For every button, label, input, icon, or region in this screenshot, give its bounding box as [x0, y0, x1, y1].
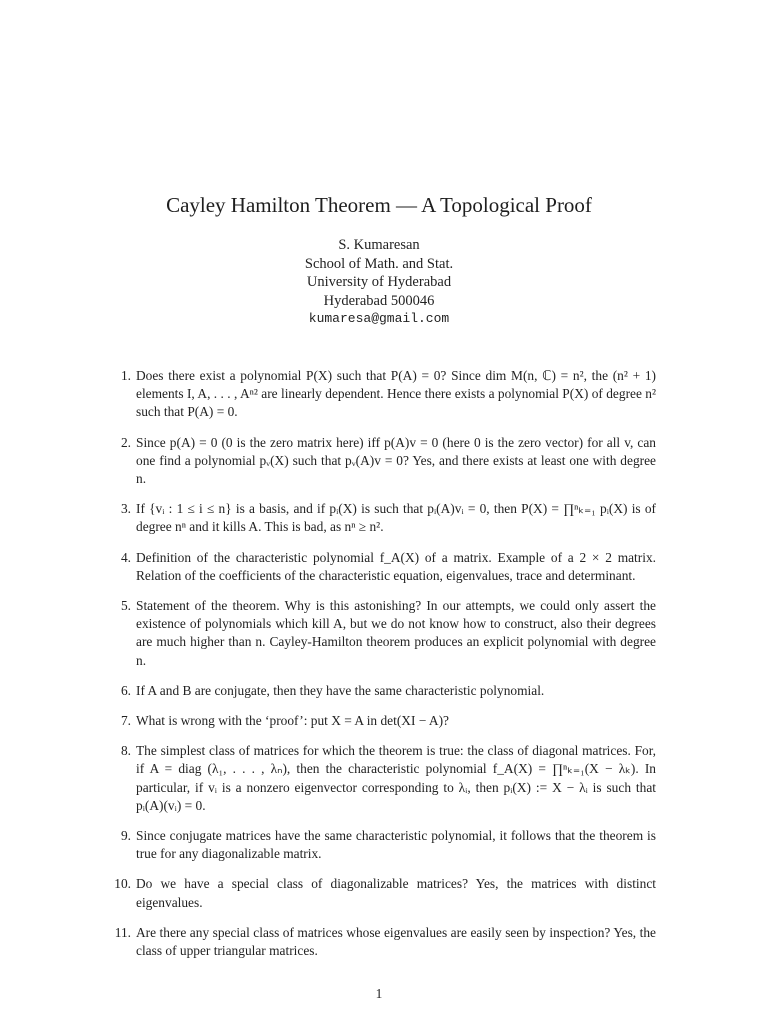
list-item	[108, 367, 656, 422]
item-number: 8.	[120, 743, 131, 759]
numbered-list	[108, 367, 656, 972]
item-number: 9.	[120, 828, 131, 844]
item-number: 4.	[120, 549, 131, 565]
author-department: School of Math. and Stat.	[304, 255, 454, 272]
list-item	[108, 924, 656, 960]
list-item	[108, 500, 656, 536]
item-number: 5.	[120, 598, 131, 614]
list-item	[108, 597, 656, 670]
list-item	[108, 682, 656, 700]
item-number: 3.	[120, 501, 131, 517]
author-city: Hyderabad 500046	[323, 292, 435, 309]
item-text: Since p(A) = 0 (0 is the zero matrix here) iff p(A)v = 0 (here 0 is the zero vector) for all v, can one find a polynomial pᵥ(X) such that pᵥ(A)v = 0? Yes, and there exists at least one with degree n.	[136, 434, 656, 487]
author-email[interactable]: kumaresa@gmail.com	[308, 311, 450, 326]
item-text: If A and B are conjugate, then they have the same characteristic polynomial.	[136, 682, 545, 698]
list-item	[108, 742, 656, 815]
author-name: S. Kumaresan	[338, 237, 420, 253]
list-item	[108, 827, 656, 863]
item-text: Since conjugate matrices have the same characteristic polynomial, it follows that the theorem is true for any diagonalizable matrix.	[136, 828, 656, 862]
item-text: If {vᵢ : 1 ≤ i ≤ n} is a basis, and if pᵢ(X) is such that pᵢ(A)vᵢ = 0, then P(X) = ∏ⁿₖ₌₁ pᵢ(X) is of degree nⁿ and it kills A. This is bad, as nⁿ ≥ n².	[136, 501, 656, 535]
item-text: What is wrong with the ‘proof’: put X = A in det(XI − A)?	[136, 713, 449, 729]
item-number: 10.	[114, 876, 131, 892]
paper-title: Cayley Hamilton Theorem — A Topological Proof	[166, 193, 592, 217]
item-number: 1.	[120, 368, 131, 383]
item-text: Are there any special class of matrices whose eigenvalues are easily seen by inspection? Yes, the class of upper triangular matrices.	[136, 924, 656, 959]
list-item	[108, 712, 656, 730]
item-number: 11.	[114, 924, 131, 940]
item-text: The simplest class of matrices for which the theorem is true: the class of diagonal matrices. For, if A = diag (λ₁, . . . , λₙ), then the characteristic polynomial f_A(X) = ∏ⁿₖ₌₁(X − λₖ). In particular, if vᵢ is a nonzero eigenvector corresponding to λᵢ, then pᵢ(X) := X − λᵢ is such that pᵢ(A)(vᵢ) = 0.	[136, 743, 656, 813]
item-text: Definition of the characteristic polynomial f_A(X) of a matrix. Example of a 2 × 2 matrix. Relation of the coefficients of the characteristic equation, eigenvalues, trace and determinant.	[136, 549, 656, 583]
item-number: 6.	[120, 682, 131, 698]
item-text: Statement of the theorem. Why is this astonishing? In our attempts, we could only assert the existence of polynomials which kill A, but we do not know how to construct, also their degrees are much higher than n. Cayley-Hamilton theorem produces an explicit polynomial with degree n.	[136, 598, 656, 668]
list-item	[108, 434, 656, 489]
item-number: 7.	[120, 713, 131, 729]
item-text: Do we have a special class of diagonalizable matrices? Yes, the matrices with distinct eigenvalues.	[136, 876, 656, 910]
page-number: 1	[375, 986, 383, 1001]
list-item	[108, 875, 656, 911]
author-block	[0, 236, 758, 329]
author-university: University of Hyderabad	[306, 274, 452, 290]
list-item	[108, 549, 656, 585]
item-text: Does there exist a polynomial P(X) such that P(A) = 0? Since dim M(n, ℂ) = n², the (n² + 1) elements I, A, . . . , Aⁿ² are linearly dependent. Hence there exists a polynomial P(X) of degree n² such that P(A) = 0.	[136, 368, 656, 420]
item-number: 2.	[120, 434, 131, 450]
